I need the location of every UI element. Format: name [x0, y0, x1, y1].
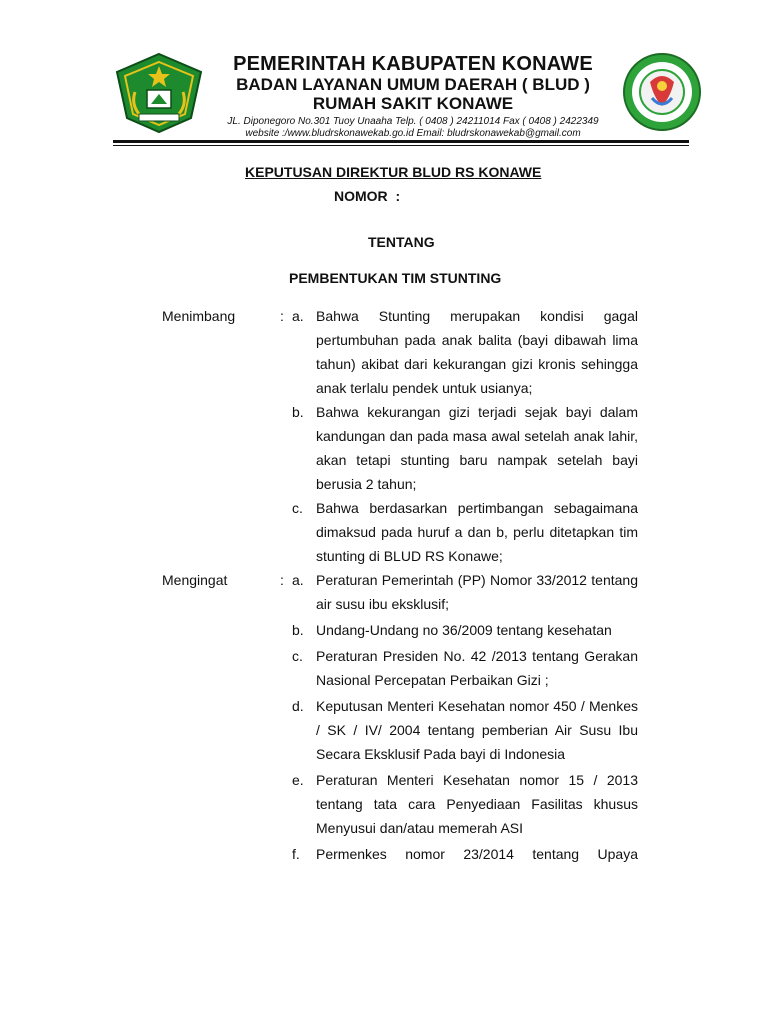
item-letter: c.	[292, 648, 303, 664]
letterhead-contact: website :/www.bludrskonawekab.go.id Email: bludrskonawekab@gmail.com	[245, 128, 581, 139]
letterhead-rule-thin	[113, 145, 689, 146]
item-letter: e.	[292, 772, 304, 788]
list-item	[162, 568, 642, 616]
list-item	[162, 400, 642, 496]
item-text: Peraturan Pemerintah (PP) Nomor 33/2012 tentang air susu ibu eksklusif;	[316, 572, 638, 612]
letterhead-agency: BADAN LAYANAN UMUM DAERAH ( BLUD )	[236, 75, 590, 94]
section-label: Mengingat	[162, 572, 228, 588]
item-text: Peraturan Menteri Kesehatan nomor 15 / 2013 tentang tata cara Penyediaan Fasilitas khusus Menyusui dan/atau memerah ASI	[316, 772, 638, 836]
document-title: KEPUTUSAN DIREKTUR BLUD RS KONAWE	[245, 164, 542, 180]
item-text: Undang-Undang no 36/2009 tentang kesehatan	[316, 622, 612, 638]
list-item	[162, 644, 642, 692]
letterhead-rule-thick	[113, 140, 689, 143]
item-letter: b.	[292, 404, 304, 420]
section-mengingat	[162, 568, 642, 866]
blud-rs-konawe-seal-icon	[622, 52, 702, 132]
item-text: Bahwa berdasarkan pertimbangan sebagaimana dimaksud pada huruf a dan b, perlu ditetapkan tim stunting di BLUD RS Konawe;	[316, 500, 638, 564]
list-item	[162, 694, 642, 766]
section-label: Menimbang	[162, 308, 236, 324]
list-item	[162, 304, 642, 400]
item-letter: f.	[292, 846, 300, 862]
item-letter: b.	[292, 622, 304, 638]
letterhead-hospital: RUMAH SAKIT KONAWE	[312, 94, 514, 113]
document-about-heading: TENTANG	[368, 234, 435, 250]
item-text: Keputusan Menteri Kesehatan nomor 450 / Menkes / SK / IV/ 2004 tentang pemberian Air Susu Ibu Secara Eksklusif Pada bayi di Indonesia	[316, 698, 638, 762]
document-subject: PEMBENTUKAN TIM STUNTING	[289, 270, 502, 286]
item-text: Permenkes nomor 23/2014 tentang Upaya	[316, 846, 638, 862]
section-colon: :	[280, 572, 284, 588]
document-number: NOMOR :	[334, 188, 401, 204]
list-item	[162, 618, 642, 642]
item-letter: d.	[292, 698, 304, 714]
section-menimbang	[162, 304, 642, 568]
item-text: Peraturan Presiden No. 42 /2013 tentang Gerakan Nasional Percepatan Perbaikan Gizi ;	[316, 648, 638, 688]
document-body	[162, 304, 642, 866]
letterhead-address: JL. Diponegoro No.301 Tuoy Unaaha Telp. ( 0408 ) 24211014 Fax ( 0408 ) 2422349	[227, 116, 599, 127]
list-item	[162, 842, 642, 866]
letterhead-government: PEMERINTAH KABUPATEN KONAWE	[233, 53, 593, 75]
list-item	[162, 768, 642, 840]
item-letter: a.	[292, 572, 304, 588]
section-colon: :	[280, 308, 284, 324]
list-item	[162, 496, 642, 568]
item-text: Bahwa kekurangan gizi terjadi sejak bayi dalam kandungan dan pada masa awal setelah anak lahir, akan tetapi stunting baru nampak setelah bayi berusia 2 tahun;	[316, 404, 638, 492]
letterhead	[205, 53, 621, 140]
item-letter: c.	[292, 500, 303, 516]
item-letter: a.	[292, 308, 304, 324]
konawe-regency-emblem-icon	[113, 52, 205, 134]
item-text: Bahwa Stunting merupakan kondisi gagal pertumbuhan pada anak balita (bayi dibawah lima tahun) akibat dari kekurangan gizi kronis sehingga anak terlalu pendek untuk usianya;	[316, 308, 638, 396]
